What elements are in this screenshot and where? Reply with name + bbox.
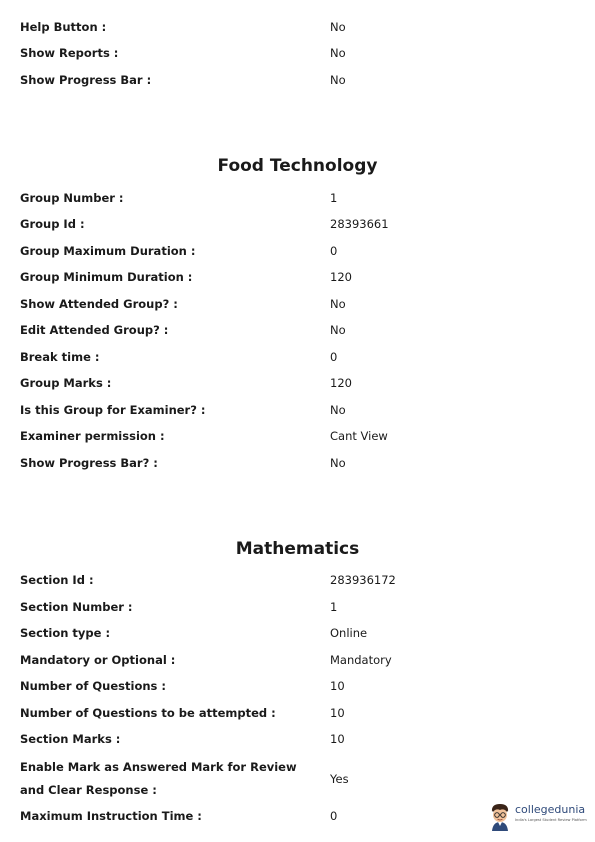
examiner-permission-row (20, 426, 575, 446)
collegedunia-logo (488, 801, 590, 831)
break-time-label: Break time : (20, 350, 100, 364)
group-number-label: Group Number : (20, 191, 124, 205)
group-id-label: Group Id : (20, 217, 85, 231)
section-number-value: 1 (330, 600, 338, 614)
enable-mark-answered-label: Enable Mark as Answered Mark for Review and Clear Response : (20, 760, 297, 797)
show-progress-bar-value: No (330, 73, 346, 87)
enable-mark-answered-row (20, 756, 575, 802)
enable-mark-answered-value: Yes (330, 772, 349, 786)
group-marks-label: Group Marks : (20, 376, 112, 390)
section-type-value: Online (330, 626, 368, 640)
mandatory-optional-row (20, 650, 575, 670)
section-number-row (20, 597, 575, 617)
number-of-questions-row (20, 676, 575, 696)
edit-attended-group-row (20, 320, 575, 340)
edit-attended-group-label: Edit Attended Group? : (20, 323, 169, 337)
edit-attended-group-value: No (330, 323, 346, 337)
help-button-label: Help Button : (20, 20, 107, 34)
help-button-row (20, 17, 575, 37)
group-show-progress-bar-label: Show Progress Bar? : (20, 456, 158, 470)
max-instruction-time-label: Maximum Instruction Time : (20, 809, 202, 823)
group-min-duration-row (20, 267, 575, 287)
group-number-row (20, 188, 575, 208)
group-for-examiner-row (20, 400, 575, 420)
food-technology-title: Food Technology (217, 156, 378, 176)
mandatory-optional-value: Mandatory (330, 653, 392, 667)
section-id-label: Section Id : (20, 573, 94, 587)
show-attended-group-label: Show Attended Group? : (20, 297, 178, 311)
logo-tagline-text: India's Largest Student Review Platform (515, 818, 587, 822)
group-max-duration-value: 0 (330, 244, 338, 258)
number-of-questions-label: Number of Questions : (20, 679, 166, 693)
examiner-permission-value: Cant View (330, 429, 388, 443)
show-reports-row (20, 43, 575, 63)
break-time-value: 0 (330, 350, 338, 364)
questions-to-attempt-label: Number of Questions to be attempted : (20, 706, 276, 720)
group-marks-row (20, 373, 575, 393)
group-for-examiner-value: No (330, 403, 346, 417)
group-id-value: 28393661 (330, 217, 389, 231)
questions-to-attempt-value: 10 (330, 706, 345, 720)
section-id-value: 283936172 (330, 573, 396, 587)
section-marks-value: 10 (330, 732, 345, 746)
max-instruction-time-value: 0 (330, 809, 338, 823)
show-attended-group-row (20, 294, 575, 314)
number-of-questions-value: 10 (330, 679, 345, 693)
logo-brand-text: collegedunia (515, 803, 586, 816)
show-reports-label: Show Reports : (20, 46, 119, 60)
group-show-progress-bar-row (20, 453, 575, 473)
mandatory-optional-label: Mandatory or Optional : (20, 653, 176, 667)
show-progress-bar-row (20, 70, 575, 90)
group-number-value: 1 (330, 191, 338, 205)
group-max-duration-row (20, 241, 575, 261)
group-min-duration-value: 120 (330, 270, 352, 284)
break-time-row (20, 347, 575, 367)
show-progress-bar-label: Show Progress Bar : (20, 73, 152, 87)
section-type-row (20, 623, 575, 643)
help-button-value: No (330, 20, 346, 34)
group-id-row (20, 214, 575, 234)
section-type-label: Section type : (20, 626, 111, 640)
group-marks-value: 120 (330, 376, 352, 390)
questions-to-attempt-row (20, 703, 575, 723)
examiner-permission-label: Examiner permission : (20, 429, 165, 443)
section-marks-label: Section Marks : (20, 732, 121, 746)
section-id-row (20, 570, 575, 590)
group-for-examiner-label: Is this Group for Examiner? : (20, 403, 206, 417)
group-show-progress-bar-value: No (330, 456, 346, 470)
show-attended-group-value: No (330, 297, 346, 311)
group-min-duration-label: Group Minimum Duration : (20, 270, 193, 284)
student-mascot-icon (488, 801, 512, 831)
mathematics-title: Mathematics (235, 539, 360, 559)
show-reports-value: No (330, 46, 346, 60)
section-number-label: Section Number : (20, 600, 133, 614)
section-marks-row (20, 729, 575, 749)
group-max-duration-label: Group Maximum Duration : (20, 244, 196, 258)
